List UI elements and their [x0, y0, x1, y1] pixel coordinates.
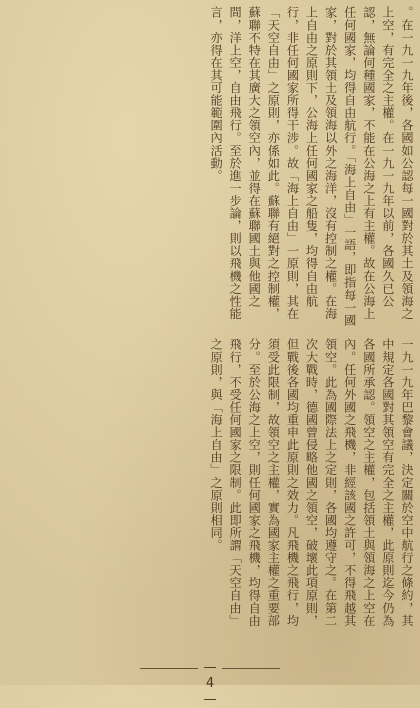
- text-column-block-lower: 一九一九年巴黎會議，決定關於空中航行之條約，其中規定各國對其領空有完全之主權，此原則迄今仍為各國所承認。領空之主權，包括領土與領海之上空在內。任何外國之飛機，非經該國之許可，不得飛越其領空。此為國際法上之定則，各國均遵守之。在第二次大戰時，德國曾侵略他國之領空，破壞此項原則，但戰後各國均重申此原則之效力。凡飛機之飛行，均須受此限制，故領空之主權，實為國家主權之重要部分。至於公海之上空，則任何國家之飛機，均得自由飛行，不受任何國家之限制。此即所謂「天空自由」之原則，與「海上自由」之原則相同。: [209, 338, 414, 627]
- text-column-block-upper: 。在一九一九年後，各國如公認每一國對於其土及領海之上空，有完全之主權。在一九一九年以前，各國久已公認，無論何種國家，不能在公海之上有主權。故在公海上任何國家，均得自由航行。「海上自由」一語，即指每一國家，對於其領土及領海以外之海洋，沒有控制之權。在海上自由之原則下，公海上任何國家之船隻，均得自由航行，非任何國家所得干涉。故「海上自由」一原則，其在「天空自由」之原則，亦係如此。蘇聯有絕對之控制權，蘇聯不特在其廣大之領空內，並得在蘇聯國土與他國之間，洋上空，自由飛行。至於進一步論，則以飛機之性能言，亦得在其可能範圍內活動。: [209, 6, 414, 327]
- folio-rule-left: [140, 668, 198, 669]
- page-number: — 4 —: [203, 660, 217, 707]
- folio-rule-right: [222, 668, 280, 669]
